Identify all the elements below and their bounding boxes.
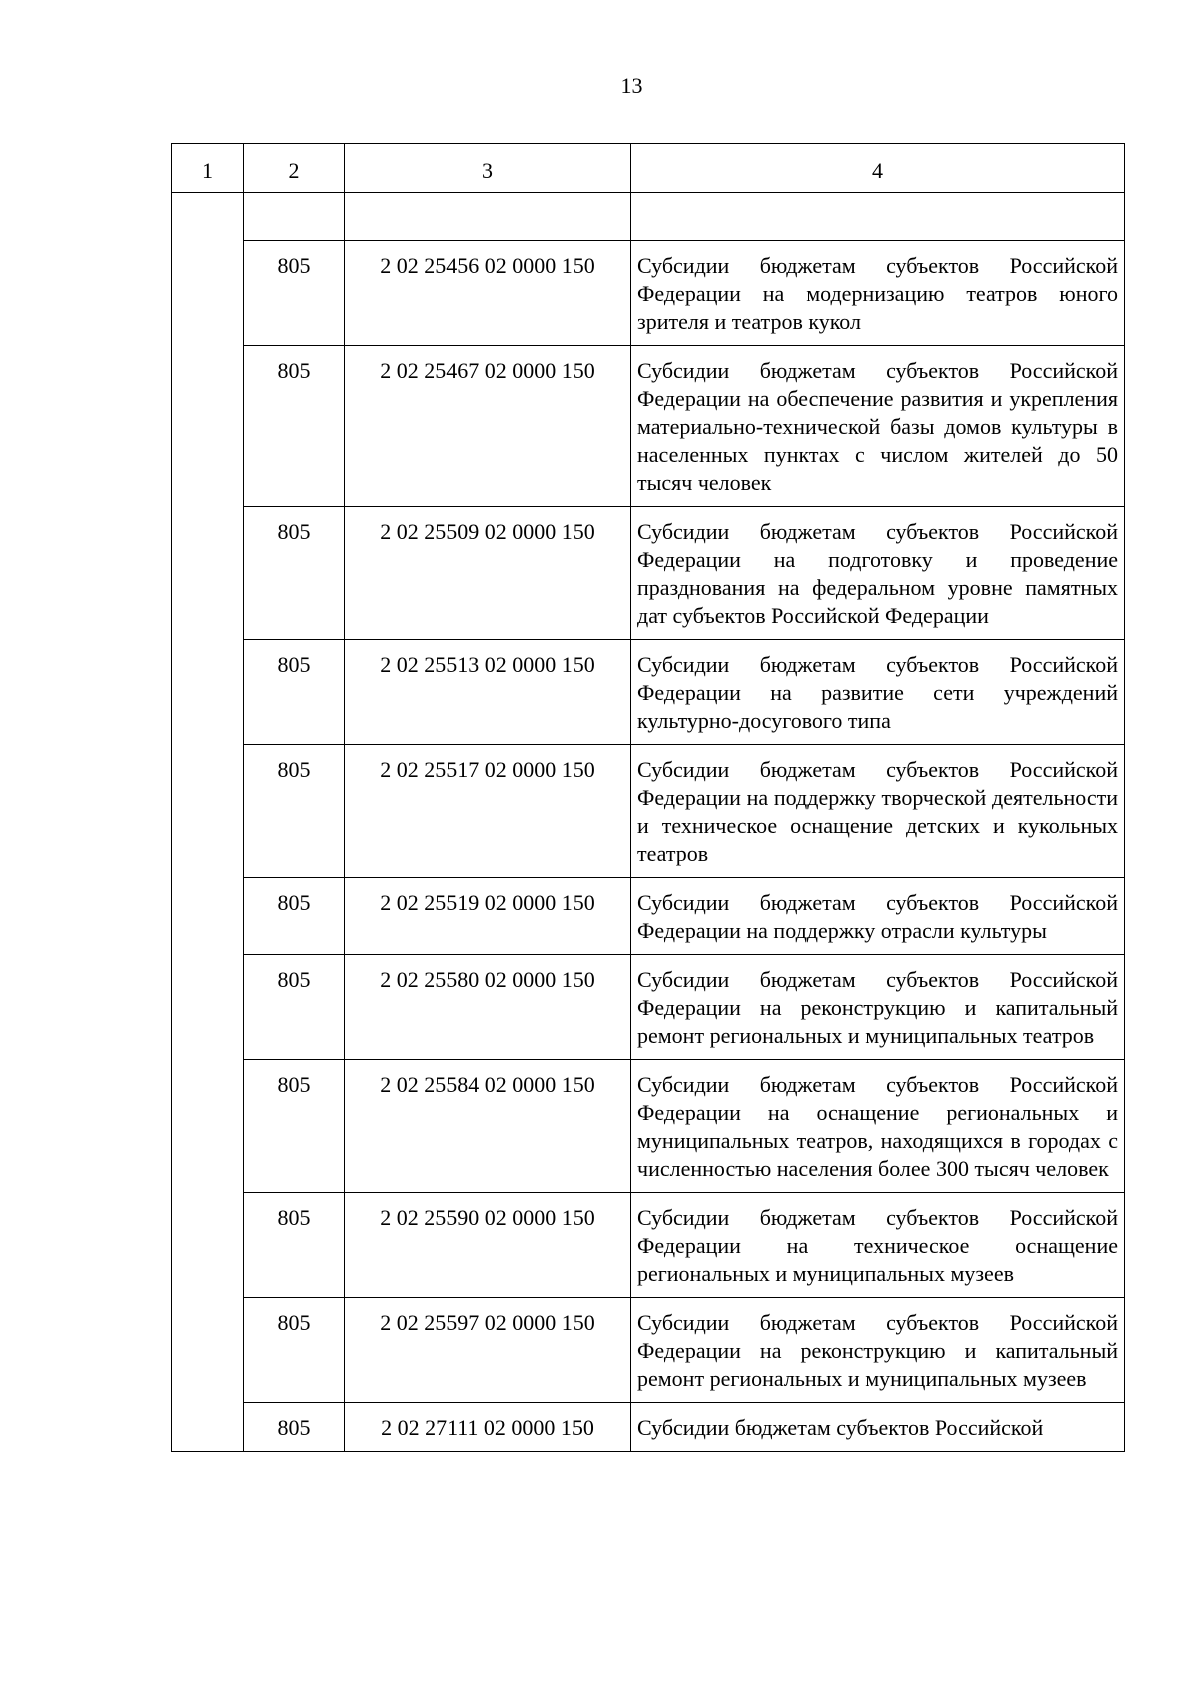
- revenue-description-cell: Субсидии бюджетам субъектов Российской Федерации на модернизацию театров юного зрителя и театров кукол: [631, 241, 1125, 346]
- admin-code-cell: 805: [244, 507, 345, 640]
- table-row: [172, 1403, 1125, 1452]
- budget-classification-code-cell: 2 02 25597 02 0000 150: [345, 1298, 631, 1403]
- admin-code-cell: 805: [244, 1060, 345, 1193]
- budget-classification-code-cell: 2 02 27111 02 0000 150: [345, 1403, 631, 1452]
- revenue-description-cell: Субсидии бюджетам субъектов Российской Федерации на обеспечение развития и укрепления материально-технической базы домов культуры в населенных пунктах с числом жителей до 50 тысяч человек: [631, 346, 1125, 507]
- table-row: [172, 955, 1125, 1060]
- table-body: [172, 144, 1125, 1452]
- admin-code-cell: 805: [244, 745, 345, 878]
- table-row: [172, 640, 1125, 745]
- budget-classification-code-cell: 2 02 25517 02 0000 150: [345, 745, 631, 878]
- table-blank-row: [172, 193, 1125, 241]
- column-1-empty-cell: [172, 193, 244, 1452]
- admin-code-cell: 805: [244, 241, 345, 346]
- revenue-description-cell: Субсидии бюджетам субъектов Российской Федерации на оснащение региональных и муниципальных театров, находящихся в городах с численностью населения более 300 тысяч человек: [631, 1060, 1125, 1193]
- budget-classification-code-cell: 2 02 25590 02 0000 150: [345, 1193, 631, 1298]
- admin-code-cell: 805: [244, 1298, 345, 1403]
- header-cell-2: 2: [244, 144, 345, 193]
- budget-classification-code-cell: 2 02 25456 02 0000 150: [345, 241, 631, 346]
- revenue-description-cell: Субсидии бюджетам субъектов Российской Федерации на техническое оснащение региональных и муниципальных музеев: [631, 1193, 1125, 1298]
- admin-code-cell: 805: [244, 878, 345, 955]
- budget-classification-code-cell: 2 02 25467 02 0000 150: [345, 346, 631, 507]
- admin-code-cell: 805: [244, 955, 345, 1060]
- revenue-description-cell: Субсидии бюджетам субъектов Российской Федерации на реконструкцию и капитальный ремонт региональных и муниципальных музеев: [631, 1298, 1125, 1403]
- revenue-description-cell: Субсидии бюджетам субъектов Российской Федерации на поддержку отрасли культуры: [631, 878, 1125, 955]
- admin-code-cell: 805: [244, 1403, 345, 1452]
- blank-cell-4: [631, 193, 1125, 241]
- revenue-description-cell: Субсидии бюджетам субъектов Российской Федерации на поддержку творческой деятельности и техническое оснащение детских и кукольных театров: [631, 745, 1125, 878]
- header-cell-3: 3: [345, 144, 631, 193]
- revenue-description-cell: Субсидии бюджетам субъектов Российской: [631, 1403, 1125, 1452]
- header-cell-1: 1: [172, 144, 244, 193]
- admin-code-cell: 805: [244, 346, 345, 507]
- budget-classification-code-cell: 2 02 25584 02 0000 150: [345, 1060, 631, 1193]
- budget-classification-code-cell: 2 02 25519 02 0000 150: [345, 878, 631, 955]
- admin-code-cell: 805: [244, 640, 345, 745]
- admin-code-cell: 805: [244, 1193, 345, 1298]
- table-row: [172, 346, 1125, 507]
- budget-classification-code-cell: 2 02 25580 02 0000 150: [345, 955, 631, 1060]
- table-row: [172, 1193, 1125, 1298]
- table-row: [172, 507, 1125, 640]
- budget-classification-code-cell: 2 02 25513 02 0000 150: [345, 640, 631, 745]
- table-header-row: [172, 144, 1125, 193]
- table-row: [172, 878, 1125, 955]
- revenue-description-cell: Субсидии бюджетам субъектов Российской Федерации на подготовку и проведение празднования на федеральном уровне памятных дат субъектов Российской Федерации: [631, 507, 1125, 640]
- table-row: [172, 1060, 1125, 1193]
- header-cell-4: 4: [631, 144, 1125, 193]
- table-row: [172, 1298, 1125, 1403]
- blank-cell-2: [244, 193, 345, 241]
- revenue-description-cell: Субсидии бюджетам субъектов Российской Федерации на развитие сети учреждений культурно-досугового типа: [631, 640, 1125, 745]
- table-row: [172, 745, 1125, 878]
- page-number: 13: [620, 73, 643, 98]
- table-row: [172, 241, 1125, 346]
- revenue-description-cell: Субсидии бюджетам субъектов Российской Федерации на реконструкцию и капитальный ремонт региональных и муниципальных театров: [631, 955, 1125, 1060]
- budget-classification-code-cell: 2 02 25509 02 0000 150: [345, 507, 631, 640]
- blank-cell-3: [345, 193, 631, 241]
- budget-codes-table: [171, 143, 1125, 1452]
